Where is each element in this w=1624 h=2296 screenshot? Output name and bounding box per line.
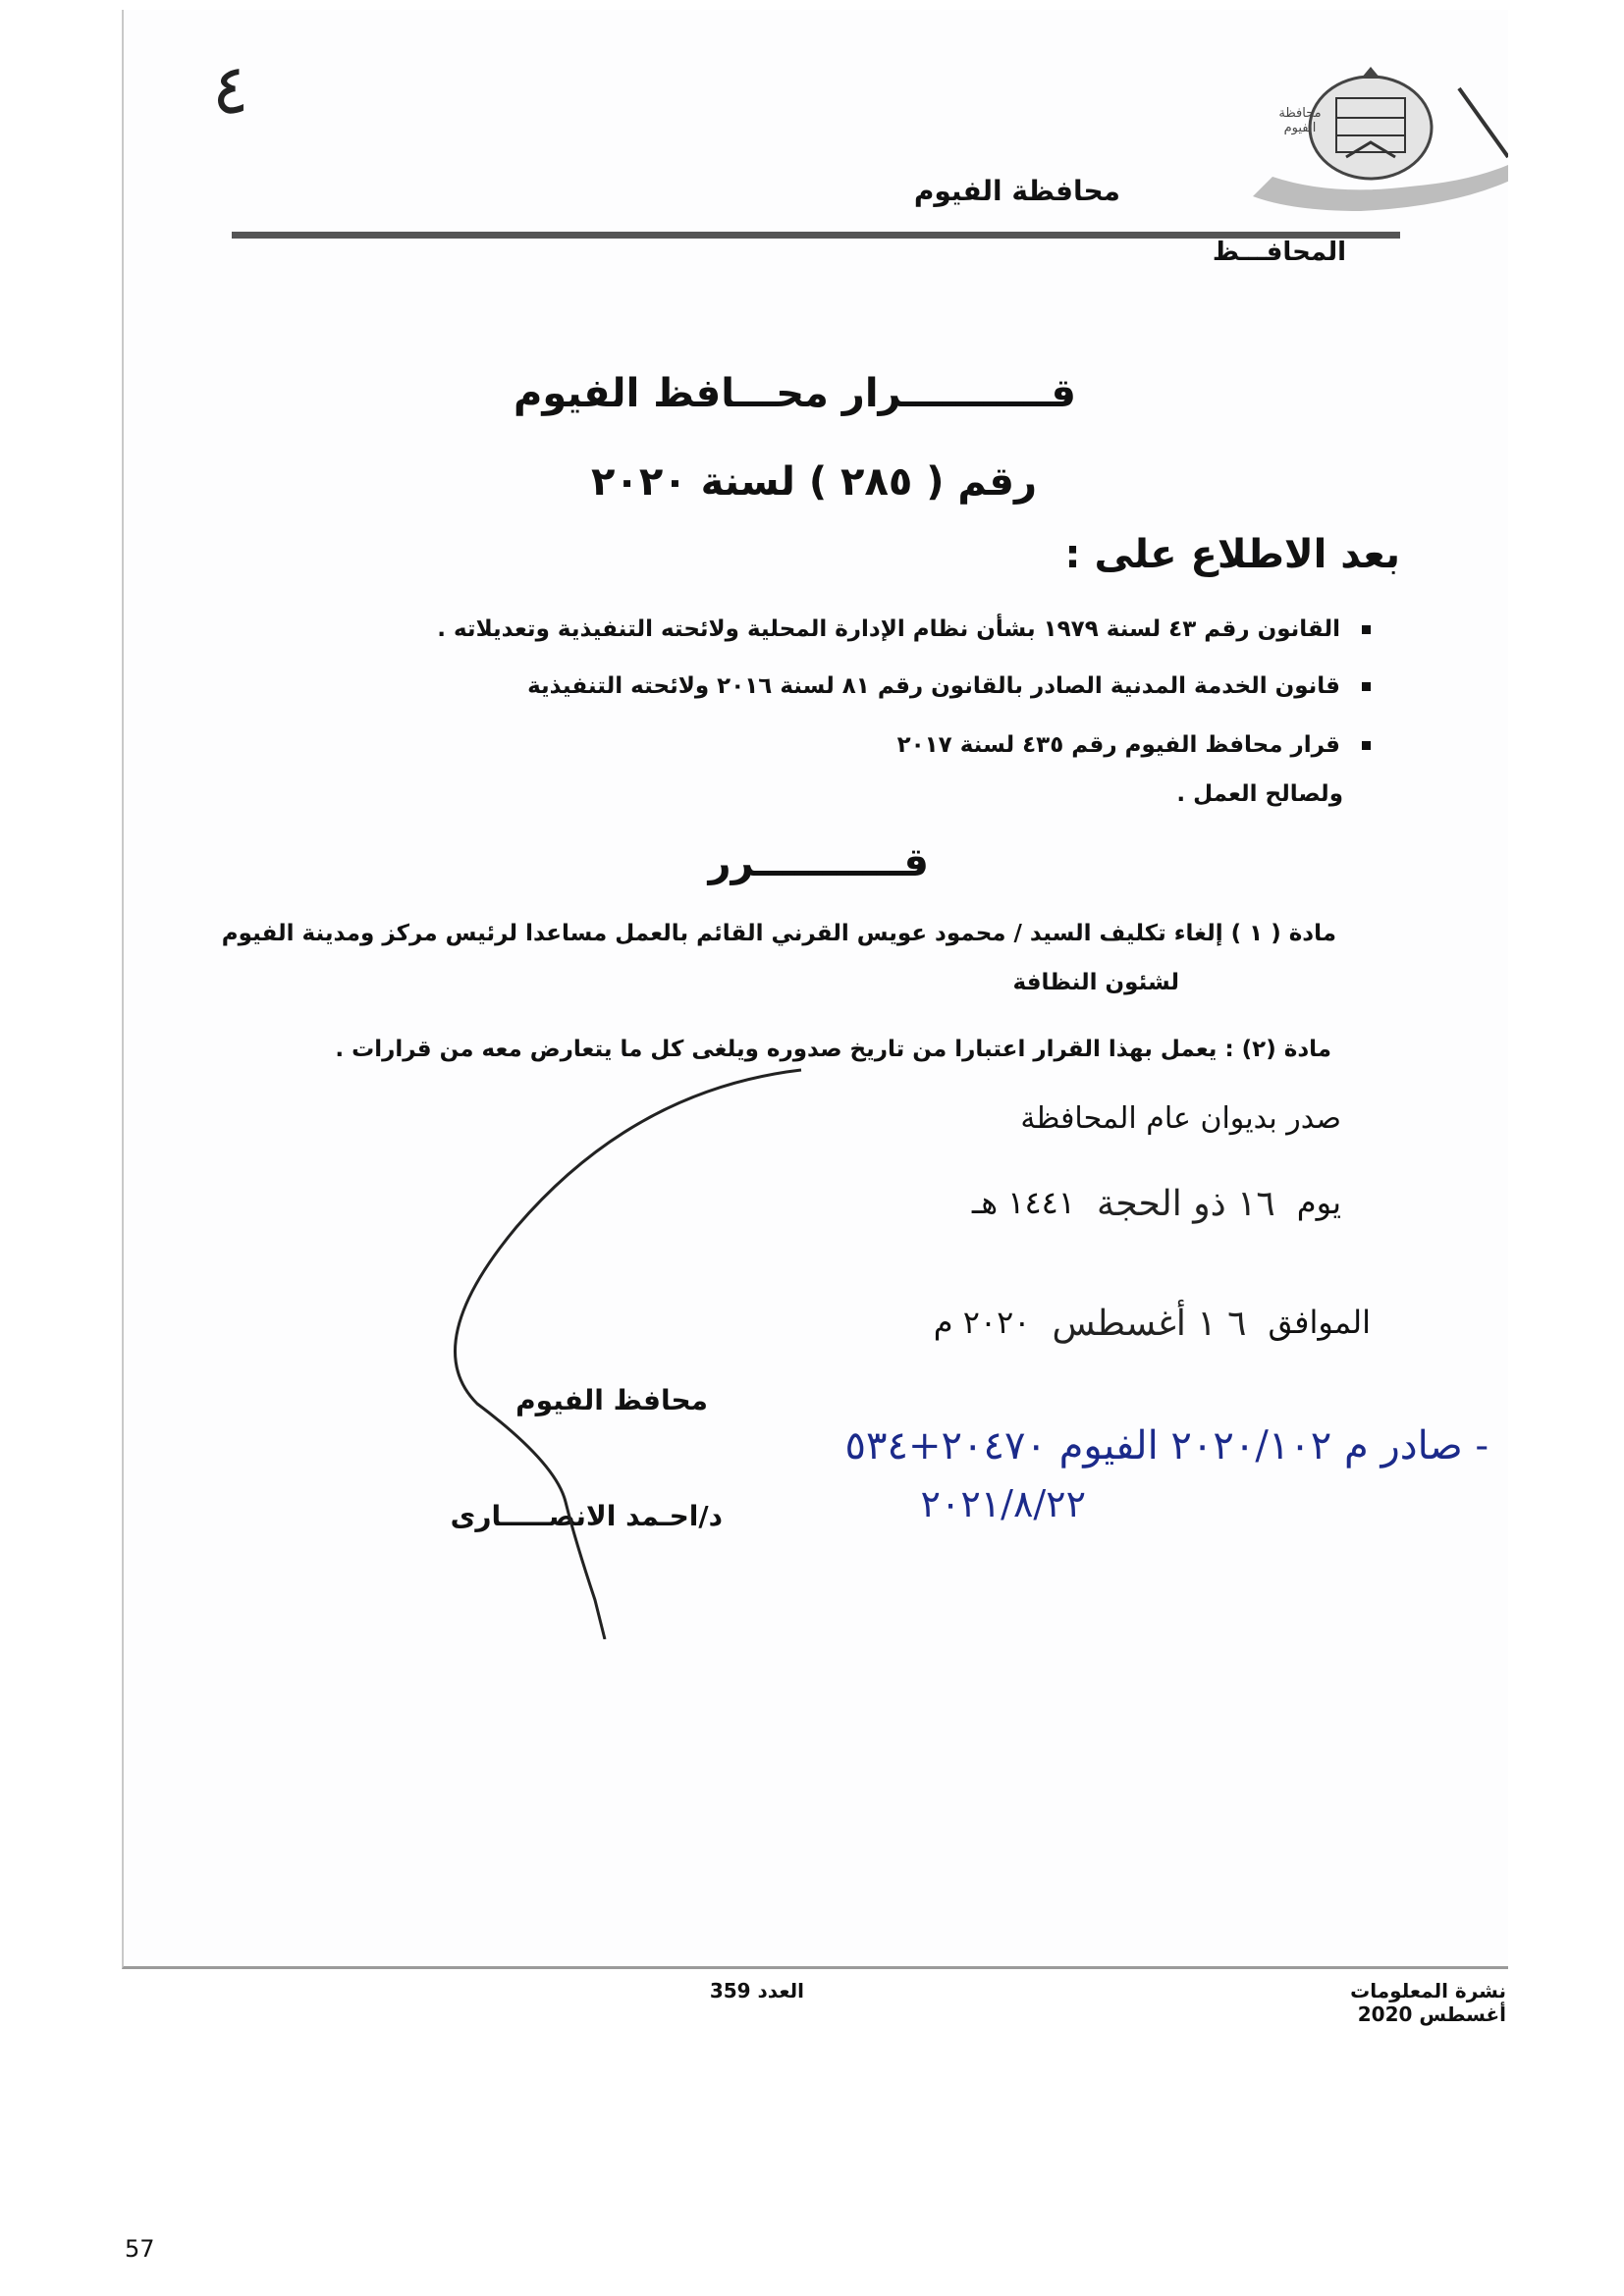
preamble-item-text: قرار محافظ الفيوم رقم ٤٣٥ لسنة ٢٠١٧ <box>896 732 1340 758</box>
preamble-item-text: القانون رقم ٤٣ لسنة ١٩٧٩ بشأن نظام الإدارة المحلية ولائحته التنفيذية وتعديلاته . <box>437 616 1340 642</box>
greg-handwritten: ٦ ١ أغسطس <box>1052 1304 1247 1344</box>
bullet-icon <box>1362 741 1371 750</box>
gregorian-date-line <box>934 1304 1371 1344</box>
bullet-icon <box>1362 625 1371 634</box>
article-2: مادة (٢) : يعمل بهذا القرار اعتبارا من تاريخ صدوره ويلغى كل ما يتعارض معه من قرارات . <box>335 1037 1331 1062</box>
signature-name: د/احـمد الانصـــــارى <box>450 1500 723 1532</box>
article-1-line-1: مادة ( ١ ) إلغاء تكليف السيد / محمود عويس القرني القائم بالعمل مساعدا لرئيس مركز ومدينة الفيوم <box>221 921 1336 946</box>
preamble-item <box>897 732 1371 758</box>
margin-mark: ٤ <box>212 49 249 130</box>
greg-suffix: ٢٠٢٠ م <box>933 1304 1031 1341</box>
office-label: المحافـــظ <box>1212 238 1346 267</box>
footer-publication: نشرة المعلومات <box>1350 1979 1506 2002</box>
footer-issue: العدد 359 <box>709 1979 804 2002</box>
decree-heading: قـــــــــــرر <box>708 840 929 885</box>
governorate-name: محافظة الفيوم <box>913 175 1120 207</box>
preamble-item-text: قانون الخدمة المدنية الصادر بالقانون رقم ٨١ لسنة ٢٠١٦ ولائحته التنفيذية <box>527 673 1340 699</box>
preamble-closing: ولصالح العمل . <box>1176 781 1343 807</box>
hijri-handwritten: ١٦ ذو الحجة <box>1097 1184 1275 1224</box>
handwritten-note-line-1: - صادر م ٢٠٢٠/١٠٢ الفيوم ٢٠٤٧٠+٥٣٤ <box>844 1423 1489 1468</box>
hijri-date-line <box>972 1184 1341 1224</box>
bullet-icon <box>1362 682 1371 691</box>
footer-month: أغسطس 2020 <box>1357 2002 1506 2026</box>
handwritten-note-line-2: ٢٠٢١/٨/٢٢ <box>920 1482 1086 1525</box>
preamble-item <box>437 616 1371 642</box>
page-number: 57 <box>125 2235 155 2263</box>
article-1-line-2: لشئون النظافة <box>1012 970 1179 995</box>
preamble-heading: بعد الاطلاع على : <box>1064 532 1400 577</box>
governorate-logo-icon <box>1214 49 1508 216</box>
greg-prefix: الموافق <box>1268 1304 1371 1341</box>
hijri-suffix: ١٤٤١ هـ <box>971 1184 1076 1221</box>
scanned-decree-page <box>122 10 1508 1969</box>
decision-number: رقم ( ٢٨٥ ) لسنة ٢٠٢٠ <box>591 459 1037 505</box>
signature-title: محافظ الفيوم <box>515 1384 708 1416</box>
decision-title: قـــــــــــرار محـــافظ الفيوم <box>514 371 1076 416</box>
signature-stroke-icon <box>340 1031 890 1639</box>
logo-caption: محافظة الفيوم <box>1278 106 1322 135</box>
hijri-prefix: يوم <box>1296 1184 1341 1221</box>
preamble-item <box>527 673 1371 699</box>
issued-at: صدر بديوان عام المحافظة <box>1020 1101 1341 1136</box>
